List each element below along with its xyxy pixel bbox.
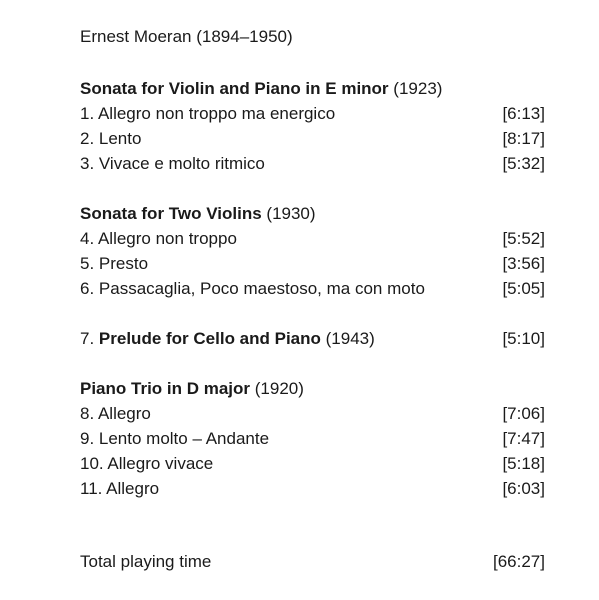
track-row — [80, 126, 545, 151]
track-row — [80, 226, 545, 251]
track-label: 9. Lento molto – Andante — [80, 429, 270, 448]
track-label: 10. Allegro vivace — [80, 454, 214, 473]
track-label: 4. Allegro non troppo — [80, 229, 237, 248]
track-duration: [7:06] — [502, 404, 545, 423]
spacer — [80, 301, 545, 326]
track-row — [80, 476, 545, 501]
track-number: 7. — [80, 329, 95, 348]
track-label: 11. Allegro — [80, 479, 160, 498]
work-header — [80, 201, 545, 226]
works-list — [80, 76, 545, 501]
track-duration: [5:32] — [502, 154, 545, 173]
track-row — [80, 151, 545, 176]
work-year: (1943) — [325, 329, 375, 348]
track-duration: [6:13] — [502, 104, 545, 123]
track-row — [80, 451, 545, 476]
spacer — [80, 351, 545, 376]
total-duration: [66:27] — [493, 552, 545, 571]
spacer — [80, 176, 545, 201]
work-title: Sonata for Violin and Piano in E minor — [80, 79, 389, 98]
work-year: (1923) — [393, 79, 443, 98]
work-header — [80, 76, 545, 101]
track-duration: [3:56] — [502, 254, 545, 273]
track-label: 5. Presto — [80, 254, 149, 273]
work-title: Piano Trio in D major — [80, 379, 251, 398]
track-row — [80, 426, 545, 451]
track-duration: [7:47] — [502, 429, 545, 448]
track-duration: [8:17] — [502, 129, 545, 148]
work-title: Prelude for Cello and Piano — [98, 329, 321, 348]
track-label: 6. Passacaglia, Poco maestoso, ma con moto — [80, 279, 425, 298]
track-label: 2. Lento — [80, 129, 142, 148]
composer-heading: Ernest Moeran (1894–1950) — [80, 27, 293, 46]
work-year: (1920) — [254, 379, 304, 398]
track-row — [80, 101, 545, 126]
total-playing-time — [80, 549, 545, 574]
track-label: 1. Allegro non troppo ma energico — [80, 104, 336, 123]
track-duration: [6:03] — [502, 479, 545, 498]
work-year: (1930) — [266, 204, 316, 223]
track-row — [80, 251, 545, 276]
track-duration: [5:18] — [502, 454, 545, 473]
work-header — [80, 376, 545, 401]
track-row — [80, 276, 545, 301]
work-title: Sonata for Two Violins — [80, 204, 262, 223]
track-duration: [5:52] — [502, 229, 545, 248]
total-label: Total playing time — [80, 552, 212, 571]
track-duration: [5:05] — [502, 279, 545, 298]
track-row — [80, 326, 545, 351]
track-label: 8. Allegro — [80, 404, 151, 423]
track-row — [80, 401, 545, 426]
track-duration: [5:10] — [502, 329, 545, 348]
track-label: 3. Vivace e molto ritmico — [80, 154, 265, 173]
